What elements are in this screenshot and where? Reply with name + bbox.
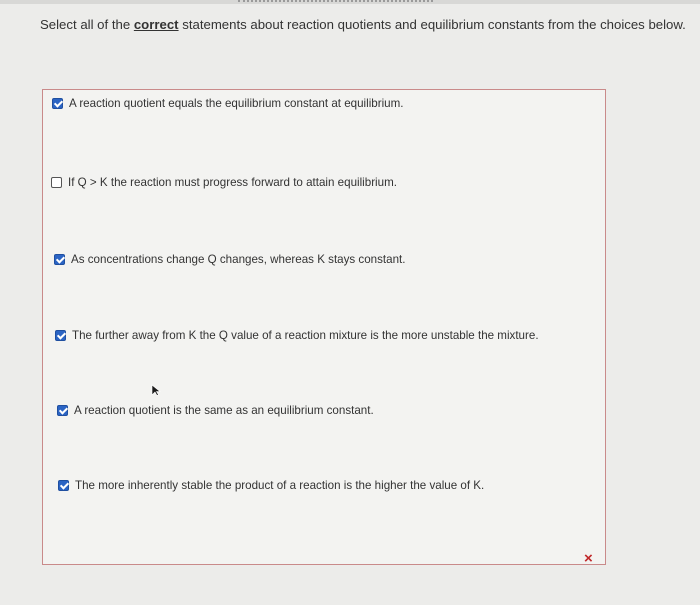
- checkbox-checked[interactable]: [58, 480, 69, 491]
- prompt-text-after: statements about reaction quotients and equilibrium constants from the choices below.: [178, 17, 686, 32]
- checkbox-checked[interactable]: [54, 254, 65, 265]
- choice-5[interactable]: [57, 404, 374, 417]
- choice-4[interactable]: [55, 329, 539, 342]
- choice-label: The more inherently stable the product of a reaction is the higher the value of K.: [75, 479, 485, 492]
- choice-6[interactable]: [58, 479, 484, 492]
- choice-label: A reaction quotient equals the equilibrium constant at equilibrium.: [69, 97, 404, 110]
- choice-label: The further away from K the Q value of a reaction mixture is the more unstable the mixture.: [72, 329, 539, 342]
- checkbox-checked[interactable]: [55, 330, 66, 341]
- checkbox-checked[interactable]: [52, 98, 63, 109]
- mouse-cursor-icon: [151, 384, 161, 396]
- choice-1[interactable]: [52, 97, 404, 110]
- choice-2[interactable]: [51, 176, 397, 189]
- prompt-text-before: Select all of the: [40, 17, 134, 32]
- top-dashed-divider: [238, 0, 433, 4]
- choice-label: As concentrations change Q changes, whereas K stays constant.: [71, 253, 406, 266]
- incorrect-x-icon: ×: [584, 550, 593, 567]
- checkbox-unchecked[interactable]: [51, 177, 62, 188]
- choice-label: If Q > K the reaction must progress forward to attain equilibrium.: [68, 176, 397, 189]
- answer-choices-box: [42, 89, 606, 565]
- prompt-emphasis: correct: [133, 17, 179, 32]
- choice-3[interactable]: [54, 253, 405, 266]
- checkbox-checked[interactable]: [57, 405, 68, 416]
- question-prompt: [40, 17, 700, 32]
- choice-label: A reaction quotient is the same as an equilibrium constant.: [74, 404, 374, 417]
